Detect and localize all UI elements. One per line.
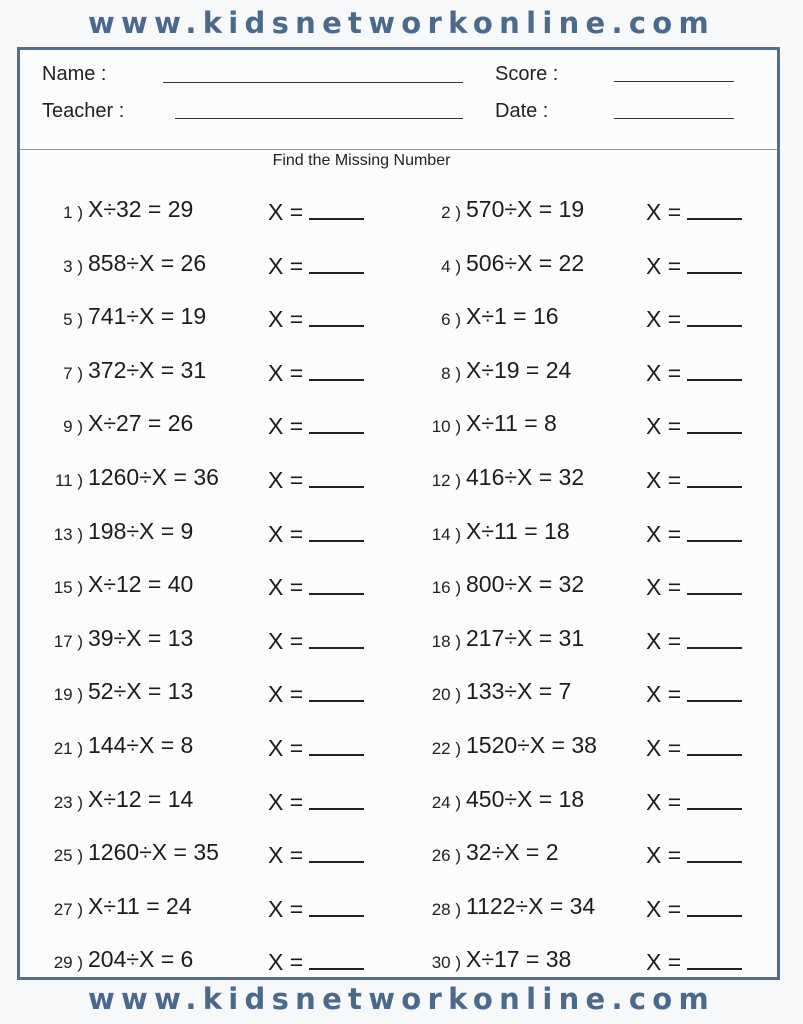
problem-number: 26 ) — [431, 846, 461, 866]
problem-equation: 1260÷X = 36 — [88, 464, 219, 490]
answer-label: X = — [268, 413, 304, 440]
problem-number: 25 ) — [53, 846, 83, 866]
answer-slot — [646, 464, 742, 494]
answer-label: X = — [268, 306, 304, 333]
answer-slot — [268, 410, 364, 440]
problem-11 — [20, 464, 390, 494]
problem-17 — [20, 625, 390, 655]
answer-slot — [646, 786, 742, 816]
answer-slot — [646, 571, 742, 601]
answer-slot — [268, 518, 364, 548]
problem-1 — [20, 196, 390, 226]
problem-20 — [398, 678, 768, 708]
answer-slot — [268, 464, 364, 494]
answer-slot — [646, 839, 742, 869]
answer-slot — [646, 678, 742, 708]
answer-blank[interactable] — [309, 839, 364, 863]
answer-label: X = — [646, 735, 682, 761]
answer-slot — [268, 625, 364, 655]
problem-equation: X÷11 = 18 — [466, 517, 570, 544]
answer-slot — [268, 357, 364, 387]
answer-slot — [268, 250, 364, 280]
problem-4 — [398, 250, 768, 280]
teacher-label: Teacher : — [42, 100, 125, 122]
problem-equation: X÷17 = 38 — [466, 946, 572, 973]
problem-16 — [398, 571, 768, 601]
problem-26 — [398, 839, 768, 869]
answer-slot — [646, 196, 742, 226]
answer-label: X = — [646, 788, 682, 815]
problem-23 — [20, 786, 390, 816]
answer-blank[interactable] — [309, 410, 364, 434]
answer-label: X = — [268, 574, 304, 601]
answer-label: X = — [268, 895, 304, 922]
problem-equation: 133÷X = 7 — [466, 678, 572, 705]
name-label: Name : — [42, 63, 107, 85]
answer-blank[interactable] — [309, 893, 364, 917]
problem-number: 22 ) — [431, 739, 461, 758]
answer-label: X = — [268, 735, 304, 761]
problem-6 — [398, 303, 768, 333]
answer-slot — [268, 678, 364, 708]
answer-label: X = — [268, 842, 304, 869]
problem-equation: 570÷X = 19 — [466, 196, 585, 222]
answer-blank[interactable] — [687, 946, 742, 970]
answer-slot — [646, 946, 742, 976]
answer-label: X = — [646, 413, 682, 440]
answer-blank[interactable] — [687, 625, 742, 649]
problem-number: 29 ) — [53, 953, 83, 973]
problem-number: 30 ) — [431, 953, 461, 973]
problem-equation: 858÷X = 26 — [88, 249, 207, 276]
problem-number: 24 ) — [431, 792, 461, 812]
problem-equation: X÷12 = 40 — [88, 571, 194, 598]
answer-blank[interactable] — [309, 571, 364, 595]
instructions: Find the Missing Number — [272, 152, 451, 169]
answer-blank[interactable] — [309, 250, 364, 274]
problem-equation: 144÷X = 8 — [88, 732, 194, 758]
problem-29 — [20, 946, 390, 976]
answer-label: X = — [646, 306, 682, 333]
problem-equation: X÷11 = 24 — [88, 892, 192, 919]
problem-number: 3 ) — [63, 256, 83, 276]
worksheet-frame — [17, 47, 780, 980]
problem-number: 12 ) — [431, 471, 461, 490]
answer-slot — [268, 732, 364, 762]
answer-blank[interactable] — [687, 464, 742, 488]
problem-equation: 198÷X = 9 — [88, 517, 194, 544]
problem-13 — [20, 518, 390, 548]
answer-slot — [646, 625, 742, 655]
problem-22 — [398, 732, 768, 762]
answer-label: X = — [268, 788, 304, 815]
answer-slot — [268, 893, 364, 923]
problem-24 — [398, 786, 768, 816]
answer-label: X = — [268, 252, 304, 279]
problem-9 — [20, 410, 390, 440]
problem-equation: 372÷X = 31 — [88, 356, 207, 383]
problem-equation: 1260÷X = 35 — [88, 839, 219, 866]
answer-label: X = — [646, 627, 682, 654]
answer-blank[interactable] — [687, 732, 742, 756]
problem-number: 21 ) — [53, 739, 83, 758]
problem-equation: 1520÷X = 38 — [466, 732, 597, 758]
problem-19 — [20, 678, 390, 708]
problem-25 — [20, 839, 390, 869]
problem-2 — [398, 196, 768, 226]
problem-number: 10 ) — [431, 417, 461, 437]
answer-slot — [646, 893, 742, 923]
problem-18 — [398, 625, 768, 655]
answer-blank[interactable] — [309, 518, 364, 542]
answer-label: X = — [268, 681, 304, 708]
answer-label: X = — [268, 199, 304, 225]
problem-number: 16 ) — [431, 578, 461, 598]
problem-equation: 506÷X = 22 — [466, 249, 585, 276]
problem-equation: X÷1 = 16 — [466, 303, 559, 330]
answer-slot — [268, 571, 364, 601]
answer-slot — [646, 357, 742, 387]
answer-blank[interactable] — [687, 786, 742, 810]
answer-slot — [268, 839, 364, 869]
answer-label: X = — [268, 359, 304, 386]
answer-blank[interactable] — [687, 303, 742, 327]
problem-equation: 741÷X = 19 — [88, 303, 207, 330]
answer-blank[interactable] — [309, 625, 364, 649]
answer-label: X = — [646, 895, 682, 922]
answer-label: X = — [646, 520, 682, 547]
problem-number: 4 ) — [441, 256, 461, 276]
problem-5 — [20, 303, 390, 333]
problem-equation: X÷19 = 24 — [466, 356, 572, 383]
problem-number: 8 ) — [441, 363, 461, 383]
answer-slot — [646, 518, 742, 548]
answer-slot — [646, 250, 742, 280]
score-label: Score : — [495, 63, 559, 85]
name-field[interactable] — [163, 82, 463, 83]
date-label: Date : — [495, 100, 549, 122]
answer-slot — [646, 732, 742, 762]
problem-number: 7 ) — [63, 363, 83, 383]
answer-blank[interactable] — [687, 571, 742, 595]
answer-label: X = — [646, 574, 682, 601]
problem-number: 1 ) — [63, 203, 83, 222]
problem-equation: 800÷X = 32 — [466, 571, 585, 598]
problem-number: 13 ) — [53, 524, 83, 544]
answer-label: X = — [646, 359, 682, 386]
teacher-field[interactable] — [175, 118, 463, 119]
answer-label: X = — [268, 627, 304, 654]
problem-equation: 52÷X = 13 — [88, 678, 194, 705]
problem-equation: X÷27 = 26 — [88, 410, 194, 437]
problem-number: 18 ) — [431, 631, 461, 651]
answer-slot — [268, 946, 364, 976]
answer-label: X = — [268, 467, 304, 493]
problem-8 — [398, 357, 768, 387]
problem-equation: 450÷X = 18 — [466, 785, 585, 812]
problem-number: 9 ) — [63, 417, 83, 437]
problem-15 — [20, 571, 390, 601]
site-banner-top: www.kidsnetworkonline.com — [87, 6, 716, 40]
site-banner-bottom: www.kidsnetworkonline.com — [87, 982, 716, 1016]
header-divider — [20, 149, 777, 150]
problem-14 — [398, 518, 768, 548]
answer-slot — [268, 196, 364, 226]
answer-blank[interactable] — [309, 196, 364, 220]
problem-equation: 1122÷X = 34 — [466, 892, 596, 919]
problem-number: 28 ) — [431, 899, 461, 919]
problem-number: 11 ) — [54, 471, 83, 490]
answer-blank[interactable] — [309, 732, 364, 756]
answer-label: X = — [646, 252, 682, 279]
problem-3 — [20, 250, 390, 280]
problem-28 — [398, 893, 768, 923]
answer-blank[interactable] — [687, 410, 742, 434]
problem-equation: 39÷X = 13 — [88, 624, 194, 651]
answer-blank[interactable] — [687, 357, 742, 381]
answer-blank[interactable] — [309, 464, 364, 488]
problem-number: 5 ) — [63, 310, 83, 330]
problem-number: 14 ) — [431, 524, 461, 544]
problem-12 — [398, 464, 768, 494]
answer-blank[interactable] — [309, 678, 364, 702]
problem-7 — [20, 357, 390, 387]
problem-equation: 416÷X = 32 — [466, 464, 585, 490]
problem-equation: 217÷X = 31 — [466, 624, 585, 651]
problem-equation: 204÷X = 6 — [88, 946, 194, 973]
answer-blank[interactable] — [309, 786, 364, 810]
answer-slot — [646, 303, 742, 333]
answer-blank[interactable] — [687, 893, 742, 917]
answer-label: X = — [646, 949, 682, 976]
problem-equation: X÷12 = 14 — [88, 785, 194, 812]
problem-number: 19 ) — [53, 685, 83, 705]
problem-30 — [398, 946, 768, 976]
date-field[interactable] — [614, 118, 734, 119]
answer-label: X = — [268, 520, 304, 547]
problem-equation: X÷32 = 29 — [88, 196, 194, 222]
problem-number: 15 ) — [53, 578, 83, 598]
problem-equation: X÷11 = 8 — [466, 410, 557, 437]
answer-blank[interactable] — [687, 839, 742, 863]
answer-blank[interactable] — [687, 518, 742, 542]
answer-label: X = — [646, 842, 682, 869]
score-field[interactable] — [614, 81, 734, 82]
answer-slot — [646, 410, 742, 440]
answer-blank[interactable] — [687, 196, 742, 220]
answer-blank[interactable] — [687, 678, 742, 702]
problem-number: 27 ) — [53, 899, 83, 919]
answer-label: X = — [646, 199, 682, 225]
problem-number: 6 ) — [441, 310, 461, 330]
answer-label: X = — [646, 467, 682, 493]
problem-equation: 32÷X = 2 — [466, 839, 559, 866]
answer-label: X = — [268, 949, 304, 976]
problem-10 — [398, 410, 768, 440]
problem-number: 20 ) — [431, 685, 461, 705]
answer-blank[interactable] — [309, 303, 364, 327]
problem-27 — [20, 893, 390, 923]
problem-number: 23 ) — [53, 792, 83, 812]
answer-slot — [268, 786, 364, 816]
answer-blank[interactable] — [687, 250, 742, 274]
answer-blank[interactable] — [309, 357, 364, 381]
answer-blank[interactable] — [309, 946, 364, 970]
answer-slot — [268, 303, 364, 333]
problem-number: 2 ) — [441, 203, 461, 222]
problem-21 — [20, 732, 390, 762]
answer-label: X = — [646, 681, 682, 708]
problem-number: 17 ) — [53, 631, 83, 651]
